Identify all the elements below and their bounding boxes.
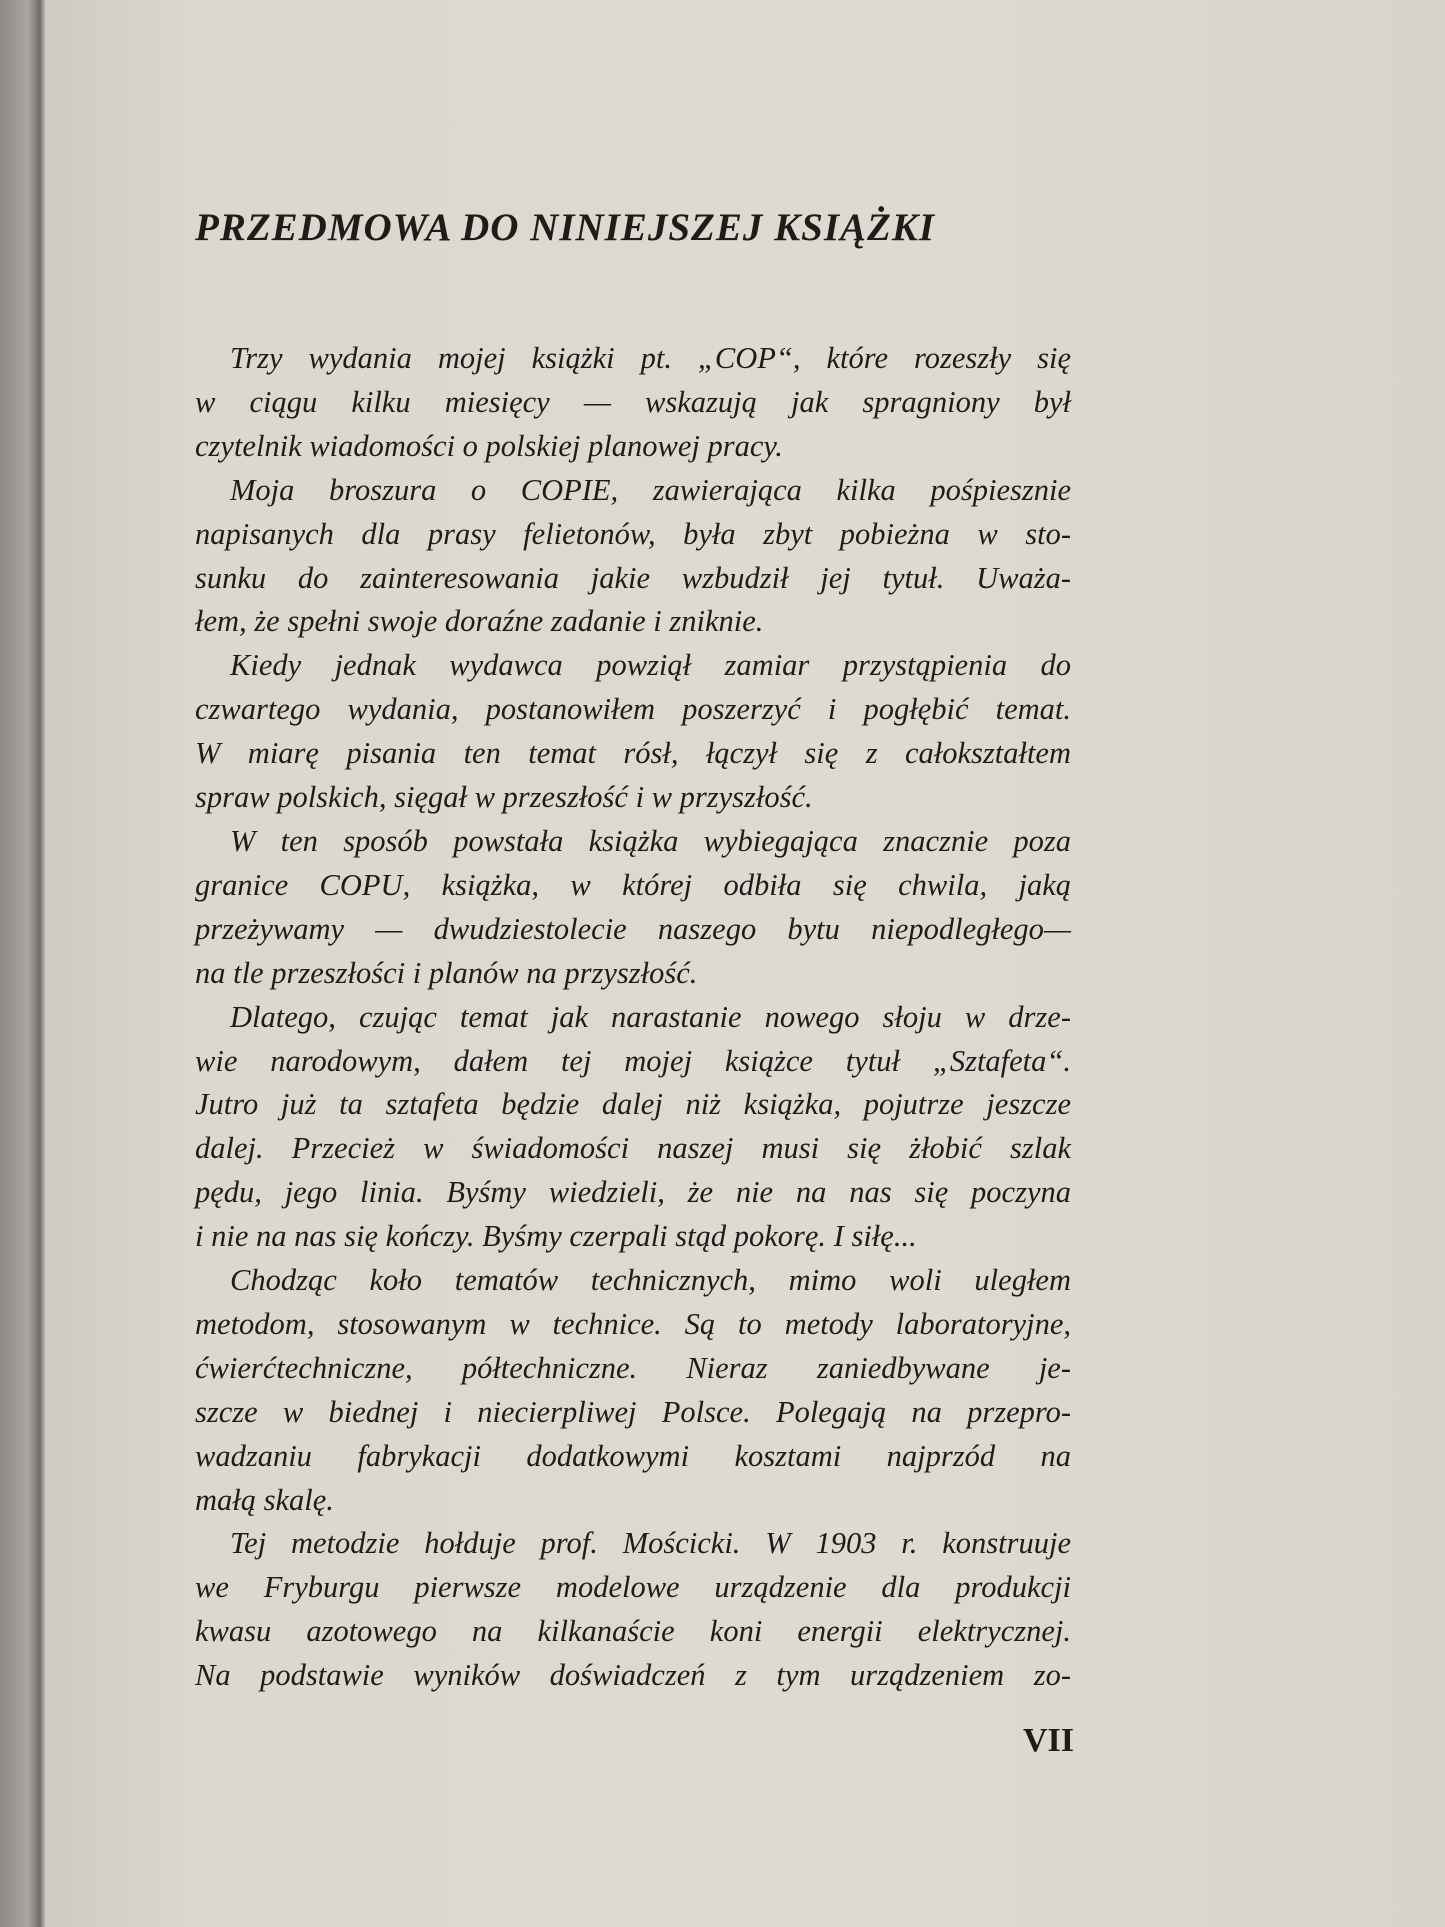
text-line: łem, że spełni swoje doraźne zadanie i zniknie. [195, 604, 764, 639]
text-line: dalej. Przecież w świadomości naszej musi się żłobić szlak [195, 1131, 1071, 1166]
text-line: wie narodowym, dałem tej mojej książce tytuł „Sztafeta“. [195, 1043, 1071, 1078]
text-line: Tej metodzie hołduje prof. Mościcki. W 1903 r. konstruuje [230, 1526, 1071, 1561]
text-line: spraw polskich, sięgał w przeszłość i w przyszłość. [195, 780, 813, 815]
text-line: czytelnik wiadomości o polskiej planowej pracy. [195, 428, 783, 463]
text-line: w ciągu kilku miesięcy — wskazują jak spragniony był [195, 384, 1071, 419]
paragraph [195, 337, 1071, 469]
text-line: Na podstawie wyników doświadczeń z tym urządzeniem zo- [195, 1658, 1071, 1693]
text-line: małą skalę. [195, 1482, 334, 1517]
paragraph [195, 820, 1071, 996]
text-line: W miarę pisania ten temat rósł, łączył się z całokształtem [195, 736, 1071, 771]
text-line: Chodząc koło tematów technicznych, mimo woli uległem [230, 1263, 1071, 1298]
text-line: metodom, stosowanym w technice. Są to metody laboratoryjne, [195, 1306, 1071, 1341]
text-line: W ten sposób powstała książka wybiegająca znacznie poza [230, 823, 1071, 858]
text-line: napisanych dla prasy felietonów, była zbyt pobieżna w sto- [195, 516, 1071, 551]
paragraph [195, 469, 1071, 645]
text-line: granice COPU, książka, w której odbiła się chwila, jaką [195, 867, 1071, 902]
text-line: szcze w biednej i niecierpliwej Polsce. Polegają na przepro- [195, 1394, 1071, 1429]
text-line: Kiedy jednak wydawca powziął zamiar przystąpienia do [230, 648, 1071, 683]
text-line: ćwierćtechniczne, półtechniczne. Nieraz zaniedbywane je- [195, 1350, 1071, 1385]
text-line: pędu, jego linia. Byśmy wiedzieli, że nie na nas się poczyna [195, 1175, 1071, 1210]
body-text [195, 337, 1071, 1698]
paragraph [195, 1522, 1071, 1698]
page-number: VII [1022, 1722, 1074, 1759]
text-line: we Fryburgu pierwsze modelowe urządzenie dla produkcji [195, 1570, 1071, 1605]
text-line: Dlatego, czując temat jak narastanie nowego słoju w drze- [230, 999, 1071, 1034]
paragraph [195, 644, 1071, 820]
text-line: kwasu azotowego na kilkanaście koni energii elektrycznej. [195, 1614, 1071, 1649]
paragraph [195, 1259, 1071, 1522]
chapter-title: PRZEDMOWA DO NINIEJSZEJ KSIĄŻKI [195, 206, 936, 249]
text-line: Moja broszura o COPIE, zawierająca kilka pośpiesznie [230, 472, 1071, 507]
text-line: przeżywamy — dwudziestolecie naszego bytu niepodległego— [195, 911, 1071, 946]
text-line: i nie na nas się kończy. Byśmy czerpali stąd pokorę. I siłę... [195, 1219, 917, 1254]
text-line: na tle przeszłości i planów na przyszłość. [195, 955, 698, 990]
paragraph [195, 996, 1071, 1259]
text-line: Trzy wydania mojej książki pt. „COP“, które rozeszły się [230, 341, 1071, 375]
text-line: sunku do zainteresowania jakie wzbudził jej tytuł. Uważa- [195, 560, 1071, 595]
text-line: Jutro już ta sztafeta będzie dalej niż książka, pojutrze jeszcze [195, 1087, 1071, 1122]
text-line: wadzaniu fabrykacji dodatkowymi kosztami najprzód na [195, 1438, 1071, 1473]
text-line: czwartego wydania, postanowiłem poszerzyć i pogłębić temat. [195, 692, 1071, 727]
